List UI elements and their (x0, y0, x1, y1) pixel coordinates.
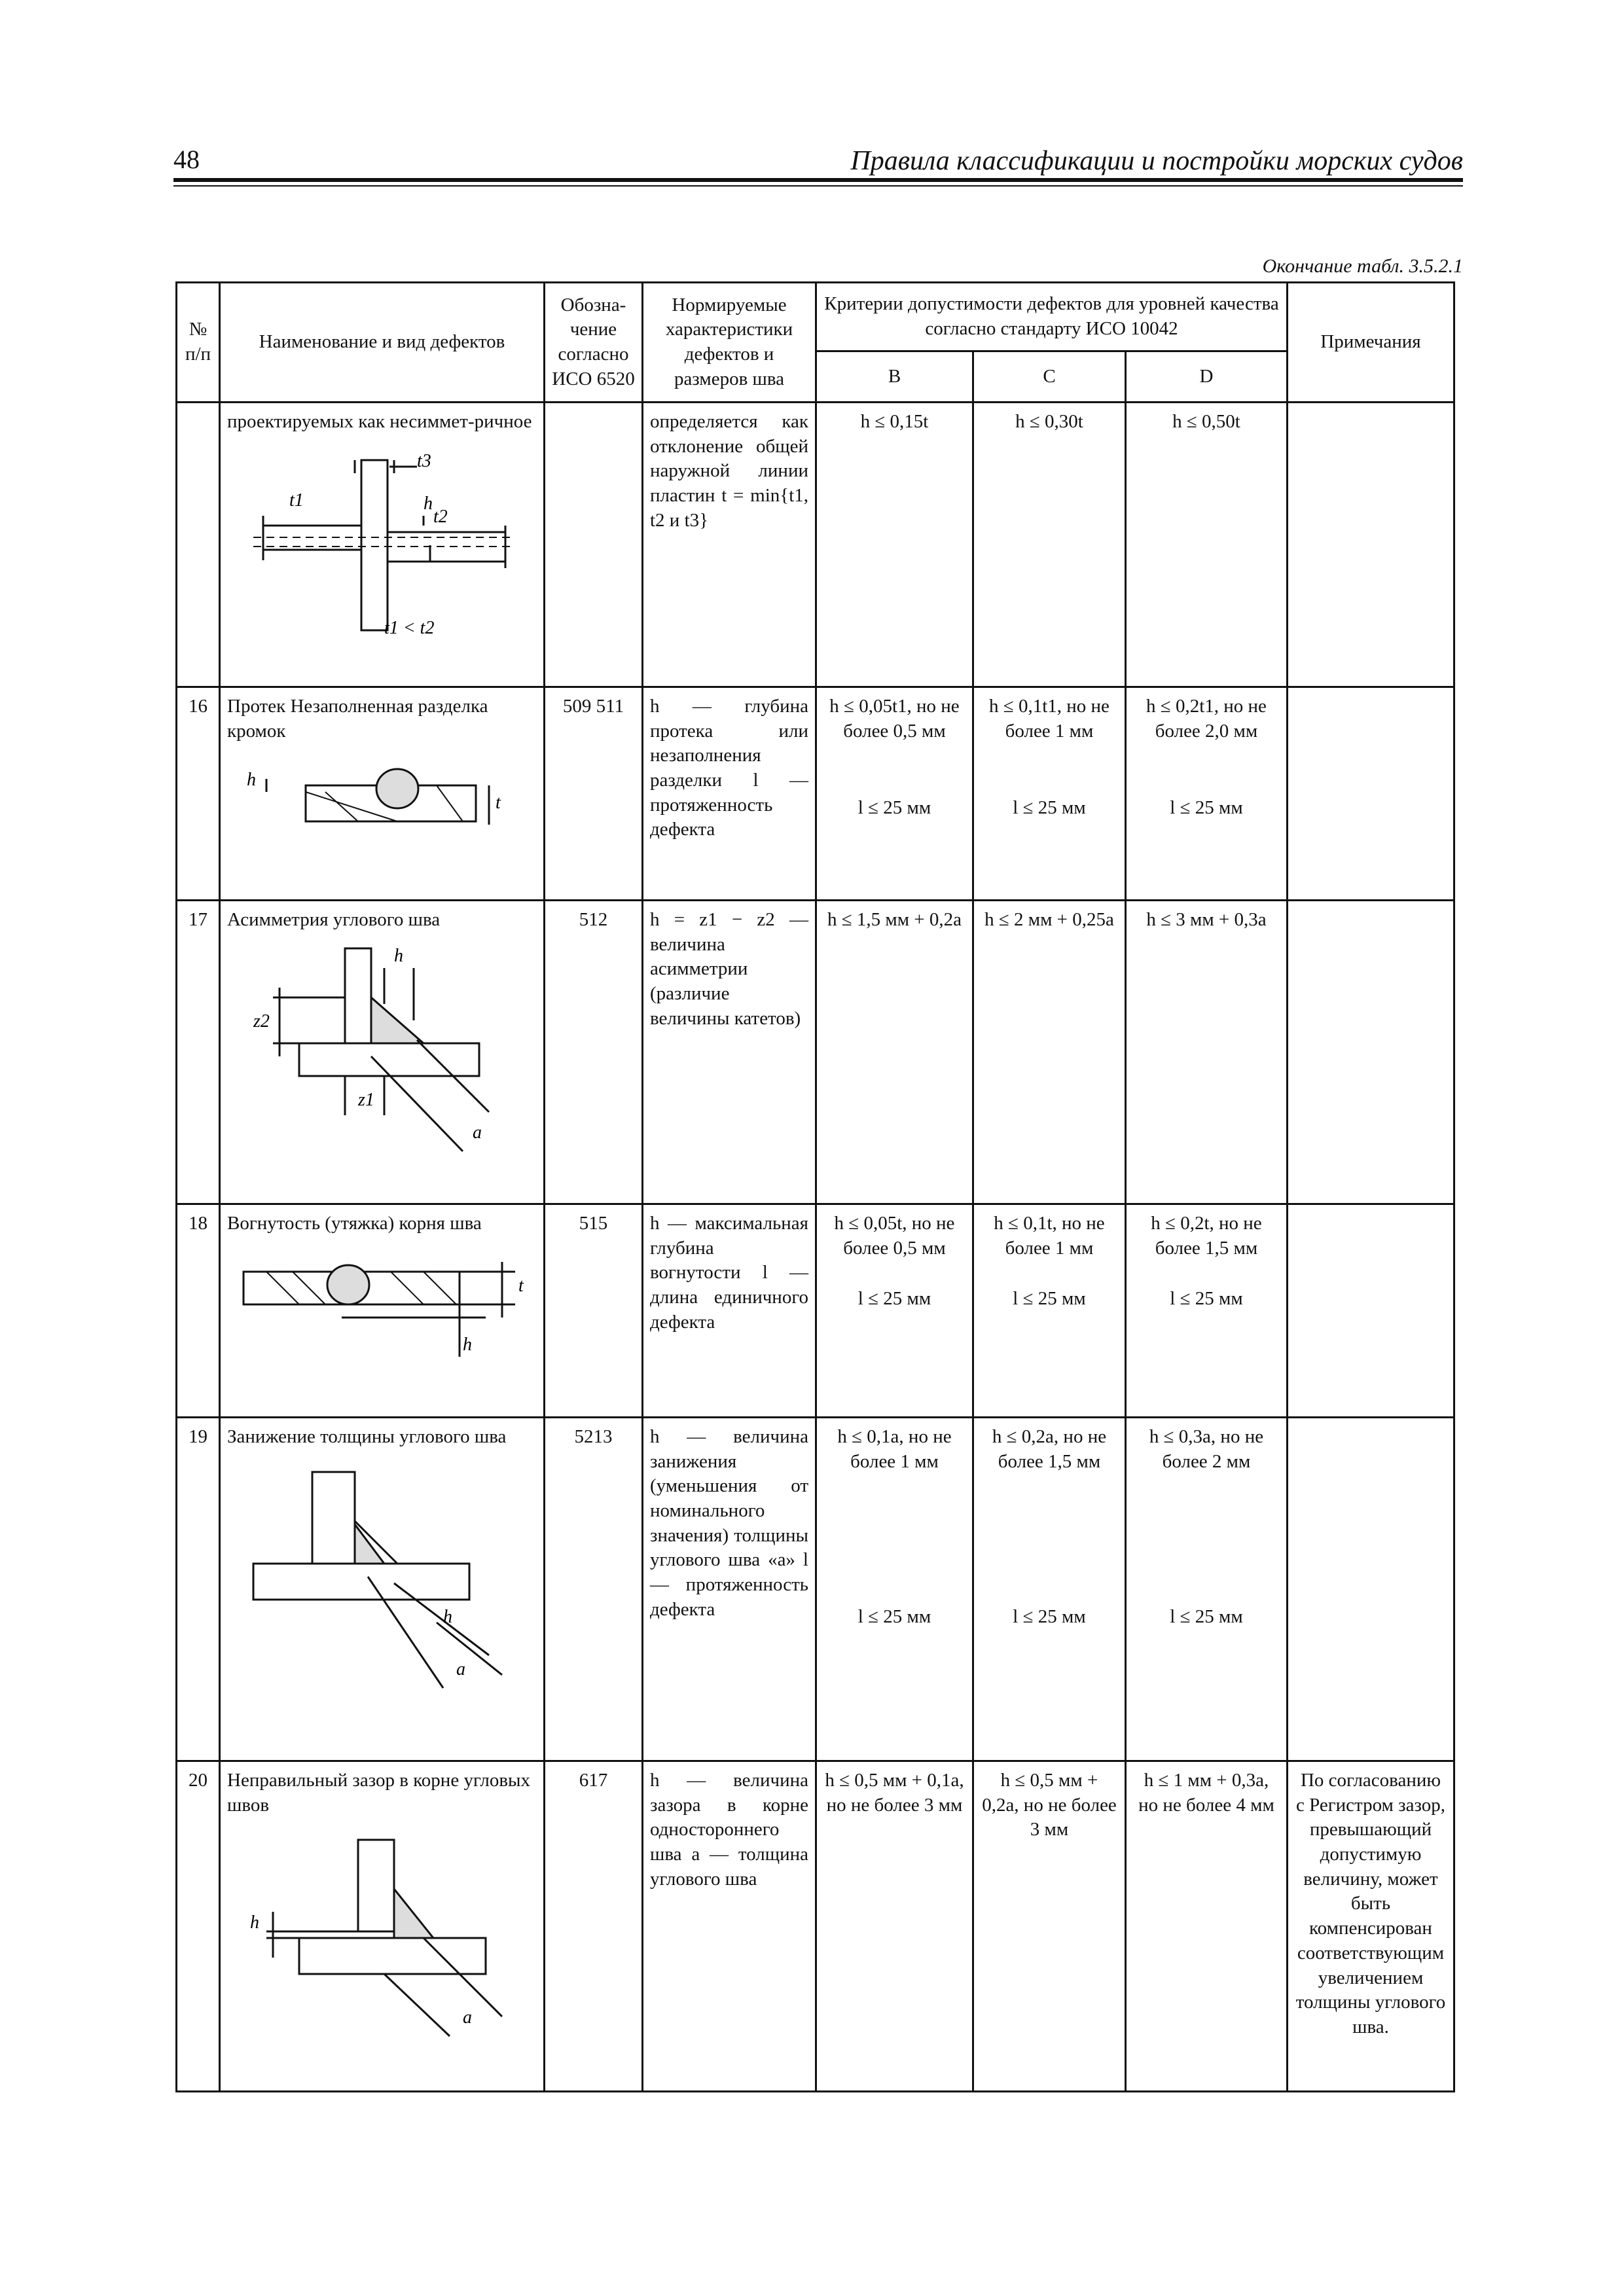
spacer (823, 1261, 965, 1280)
row-level-d (1126, 403, 1288, 687)
page-number: 48 (173, 145, 200, 174)
row-name: проектируемых как несиммет-ричное (227, 411, 532, 432)
row-code: 512 (545, 901, 643, 1204)
diagram-label: h (247, 770, 256, 791)
row-name: Протек Незаполненная разделка кромок (227, 696, 488, 742)
fillet-underfill-diagram (227, 1459, 535, 1708)
diagram-label: t3 (417, 450, 431, 471)
criterion-c-length: l ≤ 25 мм (1013, 797, 1086, 819)
row-name-cell (220, 1761, 545, 2092)
criterion-b: h ≤ 0,5 мм + 0,1a, но не более 3 мм (825, 1770, 964, 1816)
diagram-label: t1 (289, 490, 304, 511)
criterion-d-length: l ≤ 25 мм (1170, 797, 1243, 819)
row-name-cell (220, 901, 545, 1204)
row-level-c (973, 1418, 1126, 1761)
row-level-b (816, 1761, 973, 2092)
row-name-cell (220, 403, 545, 687)
table-row (177, 1761, 1454, 2092)
row-code: 5213 (545, 1418, 643, 1761)
row-name: Вогнутость (утяжка) корня шва (227, 1213, 482, 1234)
row-level-c (973, 687, 1126, 901)
row-code (545, 403, 643, 687)
spacer (981, 1261, 1118, 1280)
row-level-d (1126, 1761, 1288, 2092)
row-code: 617 (545, 1761, 643, 2092)
criterion-c: h ≤ 0,1t, но не более 1 мм (994, 1213, 1105, 1259)
misalignment-diagram (227, 444, 535, 640)
criterion-c-length: l ≤ 25 мм (1013, 1288, 1086, 1310)
diagram-label: z2 (253, 1011, 270, 1031)
criterion-b: h ≤ 0,1a, но не более 1 мм (837, 1426, 952, 1472)
col-header-level-c: C (973, 351, 1126, 403)
criterion-c: h ≤ 2 мм + 0,25a (984, 909, 1114, 930)
row-characteristics: h — величина занижения (уменьшения от номинального значения) толщины углового шва «a» l — протяженность дефекта (643, 1418, 816, 1761)
root-gap-diagram (227, 1827, 535, 2043)
diagram-label: h (443, 1606, 452, 1627)
row-level-b (816, 687, 973, 901)
diagram-label: h (250, 1912, 259, 1933)
diagram-label: z1 (358, 1089, 374, 1110)
criterion-c: h ≤ 0,2a, но не более 1,5 мм (992, 1426, 1107, 1472)
table-row (177, 403, 1454, 687)
spacer (1133, 744, 1280, 789)
criterion-c: h ≤ 0,1t1, но не более 1 мм (989, 696, 1110, 742)
row-level-b (816, 403, 973, 687)
row-characteristics: h = z1 − z2 — величина асимметрии (различие величины катетов) (643, 901, 816, 1204)
col-header-level-d: D (1126, 351, 1288, 403)
row-num: 20 (177, 1761, 220, 2092)
table-row (177, 1418, 1454, 1761)
criterion-b: h ≤ 0,15t (860, 411, 929, 432)
criterion-c: h ≤ 0,30t (1015, 411, 1083, 432)
diagram-label: a (456, 1659, 465, 1679)
row-characteristics: h — максимальная глубина вогнутости l — длина единичного дефекта (643, 1204, 816, 1418)
criterion-d: h ≤ 0,2t1, но не более 2,0 мм (1146, 696, 1267, 742)
criterion-b-length: l ≤ 25 мм (857, 1606, 931, 1628)
row-level-d (1126, 687, 1288, 901)
row-note (1288, 1418, 1454, 1761)
row-characteristics: h — глубина протека или незаполнения разделки l — протяженность дефекта (643, 687, 816, 901)
spacer (981, 1474, 1118, 1598)
row-level-c (973, 1761, 1126, 2092)
row-num: 17 (177, 901, 220, 1204)
row-name-cell (220, 1204, 545, 1418)
criterion-b-length: l ≤ 25 мм (857, 1288, 931, 1310)
row-level-d (1126, 1204, 1288, 1418)
row-name: Занижение толщины углового шва (227, 1426, 507, 1447)
col-header-notes: Примечания (1288, 283, 1454, 403)
col-header-characteristics: Нормируемые характеристики дефектов и размеров шва (643, 283, 816, 403)
row-name-cell (220, 1418, 545, 1761)
row-name: Неправильный зазор в корне угловых швов (227, 1770, 531, 1816)
spacer (981, 744, 1118, 789)
col-header-criteria: Критерии допустимости дефектов для уровней качества согласно стандарту ИСО 10042 (816, 283, 1288, 351)
row-note: По согласованию с Регистром зазор, превышающий допустимую величину, может быть компенсирован соответствующим увеличением толщины углового шва. (1288, 1761, 1454, 2092)
diagram-label: t1 < t2 (384, 617, 435, 638)
row-num: 16 (177, 687, 220, 901)
diagram-label: a (463, 2007, 472, 2028)
diagram-label: a (473, 1122, 482, 1143)
diagram-label: t (518, 1275, 524, 1296)
criterion-b-length: l ≤ 25 мм (857, 797, 931, 819)
criterion-d: h ≤ 0,2t, но не более 1,5 мм (1151, 1213, 1262, 1259)
row-code: 509 511 (545, 687, 643, 901)
criterion-b: h ≤ 0,05t, но не более 0,5 мм (834, 1213, 955, 1259)
col-header-num: № п/п (177, 283, 220, 403)
col-header-code: Обозна-чение согласно ИСО 6520 (545, 283, 643, 403)
diagram-label: h (463, 1334, 472, 1355)
row-num: 18 (177, 1204, 220, 1418)
row-level-d (1126, 1418, 1288, 1761)
row-level-b (816, 1418, 973, 1761)
incomplete-groove-diagram (227, 753, 535, 838)
row-code: 515 (545, 1204, 643, 1418)
row-characteristics: h — величина зазора в корне одностороннего шва a — толщина углового шва (643, 1761, 816, 2092)
row-level-b (816, 901, 973, 1204)
row-name: Асимметрия углового шва (227, 909, 441, 930)
header-rule-thin (173, 185, 1463, 187)
criterion-c-length: l ≤ 25 мм (1013, 1606, 1086, 1628)
criterion-d: h ≤ 3 мм + 0,3a (1146, 909, 1267, 930)
spacer (823, 744, 965, 789)
row-level-d (1126, 901, 1288, 1204)
criterion-d: h ≤ 1 мм + 0,3a, но не более 4 мм (1138, 1770, 1274, 1816)
col-header-name: Наименование и вид дефектов (220, 283, 545, 403)
criterion-d: h ≤ 0,50t (1172, 411, 1240, 432)
criterion-c: h ≤ 0,5 мм + 0,2a, но не более 3 мм (982, 1770, 1117, 1840)
diagram-label: t (496, 793, 501, 814)
diagram-label: h (394, 945, 403, 966)
table-continuation-label: Окончание табл. 3.5.2.1 (1262, 255, 1463, 277)
running-title: Правила классификации и постройки морских судов (850, 146, 1463, 176)
fillet-asymmetry-diagram (227, 942, 535, 1158)
row-note (1288, 901, 1454, 1204)
row-level-c (973, 403, 1126, 687)
row-note (1288, 1204, 1454, 1418)
row-num (177, 403, 220, 687)
row-note (1288, 687, 1454, 901)
criterion-d-length: l ≤ 25 мм (1170, 1288, 1243, 1310)
row-level-c (973, 1204, 1126, 1418)
table-row (177, 1204, 1454, 1418)
diagram-label: t2 (433, 506, 448, 527)
defects-table (175, 281, 1455, 2092)
table-row (177, 901, 1454, 1204)
row-num: 19 (177, 1418, 220, 1761)
spacer (823, 1474, 965, 1598)
criterion-d-length: l ≤ 25 мм (1170, 1606, 1243, 1628)
table-row (177, 687, 1454, 901)
root-concavity-diagram (227, 1246, 535, 1363)
header-rule (173, 178, 1463, 182)
criterion-d: h ≤ 0,3a, но не более 2 мм (1149, 1426, 1264, 1472)
row-note (1288, 403, 1454, 687)
spacer (1133, 1261, 1280, 1280)
col-header-level-b: B (816, 351, 973, 403)
row-level-c (973, 901, 1126, 1204)
spacer (1133, 1474, 1280, 1598)
criterion-b: h ≤ 0,05t1, но не более 0,5 мм (829, 696, 960, 742)
page-header (173, 144, 1463, 182)
diagram-label: h (424, 493, 433, 514)
criterion-b: h ≤ 1,5 мм + 0,2a (827, 909, 962, 930)
row-level-b (816, 1204, 973, 1418)
row-name-cell (220, 687, 545, 901)
row-characteristics: определяется как отклонение общей наружной линии пластин t = min{t1, t2 и t3} (643, 403, 816, 687)
